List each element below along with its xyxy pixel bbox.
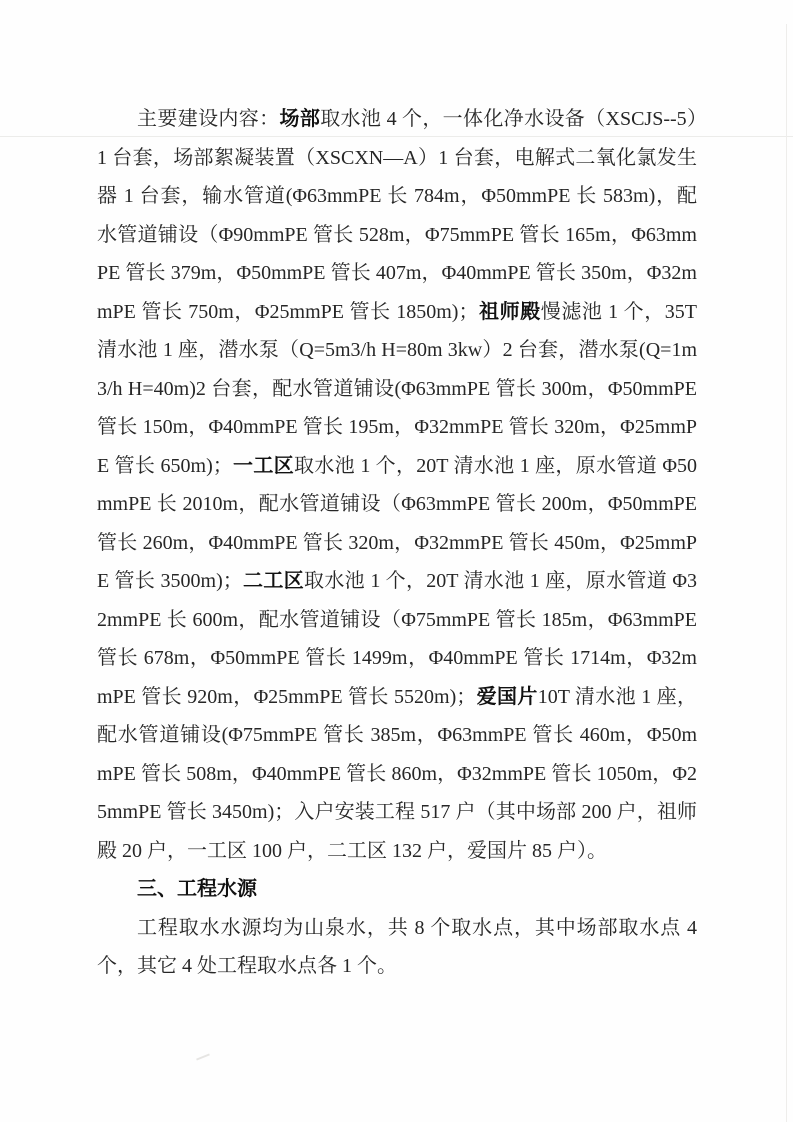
section-name-zushidian: 祖师殿 [478,300,541,323]
yigongqu-details: 取水池 1 个，20T 清水池 1 座，原水管道 Φ50mmPE 长 2010m，配水管道铺设（Φ63mmPE 管长 200m，Φ50mmPE 管长 260m，Φ40mmPE 管长 320m，Φ32mmPE 管长 450m，Φ25mmPE 管长 3500m)； [97,454,697,592]
zushidian-details: 慢滤池 1 个，35T 清水池 1 座，潜水泵（Q=5m3/h H=80m 3kw）2 台套，潜水泵(Q=1m3/h H=40m)2 台套，配水管道铺设(Φ63mmPE 管长 300m，Φ50mmPE 管长 150m，Φ40mmPE 管长 195m，Φ32mmPE 管长 320m，Φ25mmPE 管长 650m)； [97,300,698,477]
paragraph-main-construction [97,100,697,870]
heading-water-source: 三、工程水源 [137,878,257,900]
paragraph-water-source: 工程取水水源均为山泉水，共 8 个取水点，其中场部取水点 4 个，其它 4 处工程取水点各 1 个。 [97,916,697,977]
intro-label: 主要建设内容： [137,108,280,130]
section-name-ergongqu: 二工区 [242,570,305,592]
changbu-details: 取水池 4 个，一体化净水设备（XSCJS--5）1 台套，场部絮凝装置（XSCXN—A）1 台套，电解式二氧化氯发生器 1 台套，输水管道(Φ63mmPE 长 784m，Φ50mmPE 长 583m)，配水管道铺设（Φ90mmPE 管长 528m，Φ75mmPE 管长 165m，Φ63mmPE 管长 379m，Φ50mmPE 管长 407m，Φ40mmPE 管长 350m，Φ32mmPE 管长 750m，Φ25mmPE 管长 1850m)； [97,108,698,323]
scan-speck [196,1053,210,1060]
section-name-aiguopian: 爱国片 [476,685,538,708]
section-name-yigongqu: 一工区 [232,454,295,477]
aiguopian-details: 10T 清水池 1 座，配水管道铺设(Φ75mmPE 管长 385m，Φ63mmPE 管长 460m，Φ50mmPE 管长 508m，Φ40mmPE 管长 860m，Φ32mmPE 管长 1050m，Φ25mmPE 管长 3450m)；入户安装工程 517 户（其中场部 200 户，祖师殿 20 户，一工区 100 户，二工区 132 户，爱国片 85 户）。 [97,685,698,862]
section-name-changbu: 场部 [279,108,321,130]
scan-artifact-vertical-line [786,24,787,1122]
ergongqu-details: 取水池 1 个，20T 清水池 1 座，原水管道 Φ32mmPE 长 600m，配水管道铺设（Φ75mmPE 管长 185m，Φ63mmPE 管长 678m，Φ50mmPE 管长 1499m，Φ40mmPE 管长 1714m，Φ32mmPE 管长 920m，Φ25mmPE 管长 5520m)； [97,570,697,708]
document-body [97,100,697,986]
